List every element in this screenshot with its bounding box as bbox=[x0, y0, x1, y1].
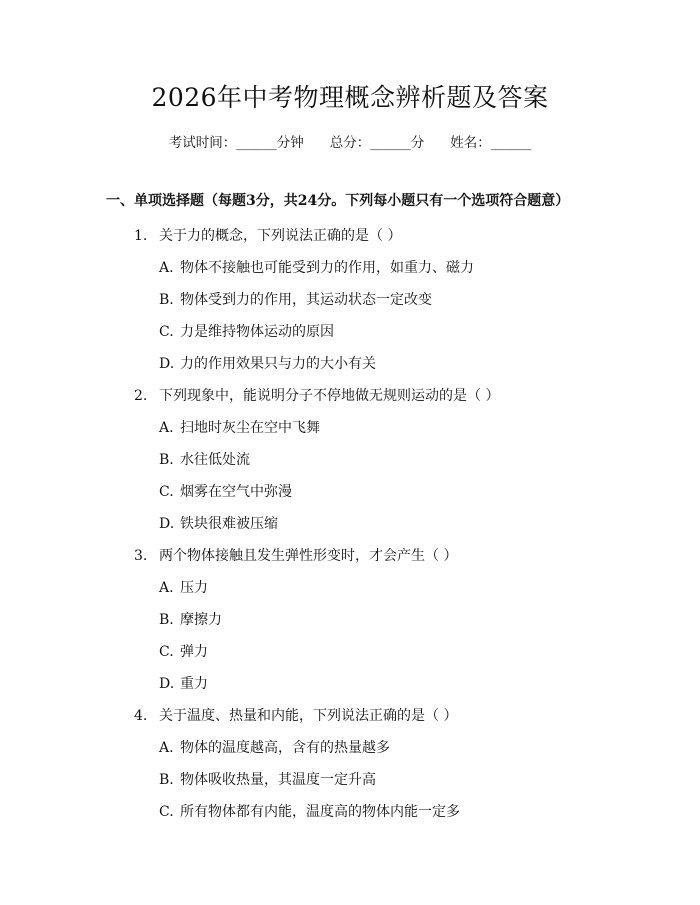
name-blank: ______ bbox=[490, 135, 532, 151]
option-text: 水往低处流 bbox=[180, 452, 250, 468]
question-stem bbox=[134, 385, 499, 405]
question-number: 2. bbox=[134, 388, 148, 404]
answer-option bbox=[159, 513, 278, 533]
option-text: 压力 bbox=[180, 580, 208, 596]
option-letter: B. bbox=[159, 772, 174, 788]
answer-option bbox=[159, 737, 390, 757]
answer-option bbox=[159, 321, 334, 341]
option-text: 铁块很难被压缩 bbox=[180, 516, 278, 532]
option-letter: D. bbox=[159, 676, 175, 692]
option-text: 力的作用效果只与力的大小有关 bbox=[180, 356, 376, 372]
question-text: 关于温度、热量和内能，下列说法正确的是（ ） bbox=[159, 708, 458, 724]
option-letter: D. bbox=[159, 356, 175, 372]
name-label: 姓名： bbox=[450, 135, 491, 151]
score-blank: ______ bbox=[370, 135, 411, 151]
time-label: 考试时间： bbox=[168, 135, 237, 151]
option-letter: B. bbox=[159, 612, 174, 628]
question-text: 关于力的概念，下列说法正确的是（ ） bbox=[159, 228, 402, 244]
option-text: 重力 bbox=[180, 676, 208, 692]
answer-option bbox=[159, 289, 432, 309]
option-letter: B. bbox=[159, 292, 174, 308]
question-number: 3. bbox=[134, 548, 148, 564]
option-letter: C. bbox=[159, 804, 174, 820]
question-number: 1. bbox=[134, 228, 148, 244]
option-text: 物体不接触也可能受到力的作用，如重力、磁力 bbox=[180, 260, 474, 276]
answer-option bbox=[159, 769, 376, 789]
option-text: 物体的温度越高，含有的热量越多 bbox=[180, 740, 390, 756]
option-text: 烟雾在空气中弥漫 bbox=[180, 484, 292, 500]
section-heading: 一、单项选择题（每题3分，共24分。下列每小题只有一个选项符合题意） bbox=[106, 193, 570, 209]
score-unit: 分 bbox=[410, 135, 425, 151]
option-letter: C. bbox=[159, 484, 174, 500]
question-text: 两个物体接触且发生弹性形变时，才会产生（ ） bbox=[159, 548, 458, 564]
time-blank: ______ bbox=[236, 135, 277, 151]
exam-info-line bbox=[0, 131, 700, 151]
question-stem bbox=[134, 545, 457, 565]
option-letter: C. bbox=[159, 644, 174, 660]
answer-option bbox=[159, 353, 376, 373]
score-label: 总分： bbox=[329, 135, 371, 151]
option-letter: A. bbox=[159, 420, 174, 436]
answer-option bbox=[159, 449, 250, 469]
answer-option bbox=[159, 673, 208, 693]
option-letter: D. bbox=[159, 516, 175, 532]
option-text: 物体吸收热量，其温度一定升高 bbox=[180, 772, 376, 788]
answer-option bbox=[159, 641, 208, 661]
answer-option bbox=[159, 577, 208, 597]
question-stem bbox=[134, 705, 457, 725]
answer-option bbox=[159, 801, 460, 821]
question-text: 下列现象中，能说明分子不停地做无规则运动的是（ ） bbox=[159, 388, 500, 404]
question-stem bbox=[134, 225, 401, 245]
page-title: 2026年中考物理概念辨析题及答案 bbox=[151, 83, 549, 112]
option-text: 所有物体都有内能，温度高的物体内能一定多 bbox=[180, 804, 460, 820]
option-text: 力是维持物体运动的原因 bbox=[180, 324, 334, 340]
answer-option bbox=[159, 257, 474, 277]
option-text: 弹力 bbox=[180, 644, 208, 660]
answer-option bbox=[159, 609, 222, 629]
option-letter: A. bbox=[159, 260, 174, 276]
answer-option bbox=[159, 417, 320, 437]
option-letter: C. bbox=[159, 324, 174, 340]
option-text: 摩擦力 bbox=[180, 612, 222, 628]
answer-option bbox=[159, 481, 292, 501]
option-letter: A. bbox=[159, 740, 174, 756]
question-number: 4. bbox=[134, 708, 148, 724]
option-text: 扫地时灰尘在空中飞舞 bbox=[180, 420, 320, 436]
time-unit: 分钟 bbox=[276, 135, 304, 151]
option-text: 物体受到力的作用，其运动状态一定改变 bbox=[180, 292, 432, 308]
option-letter: B. bbox=[159, 452, 174, 468]
option-letter: A. bbox=[159, 580, 174, 596]
